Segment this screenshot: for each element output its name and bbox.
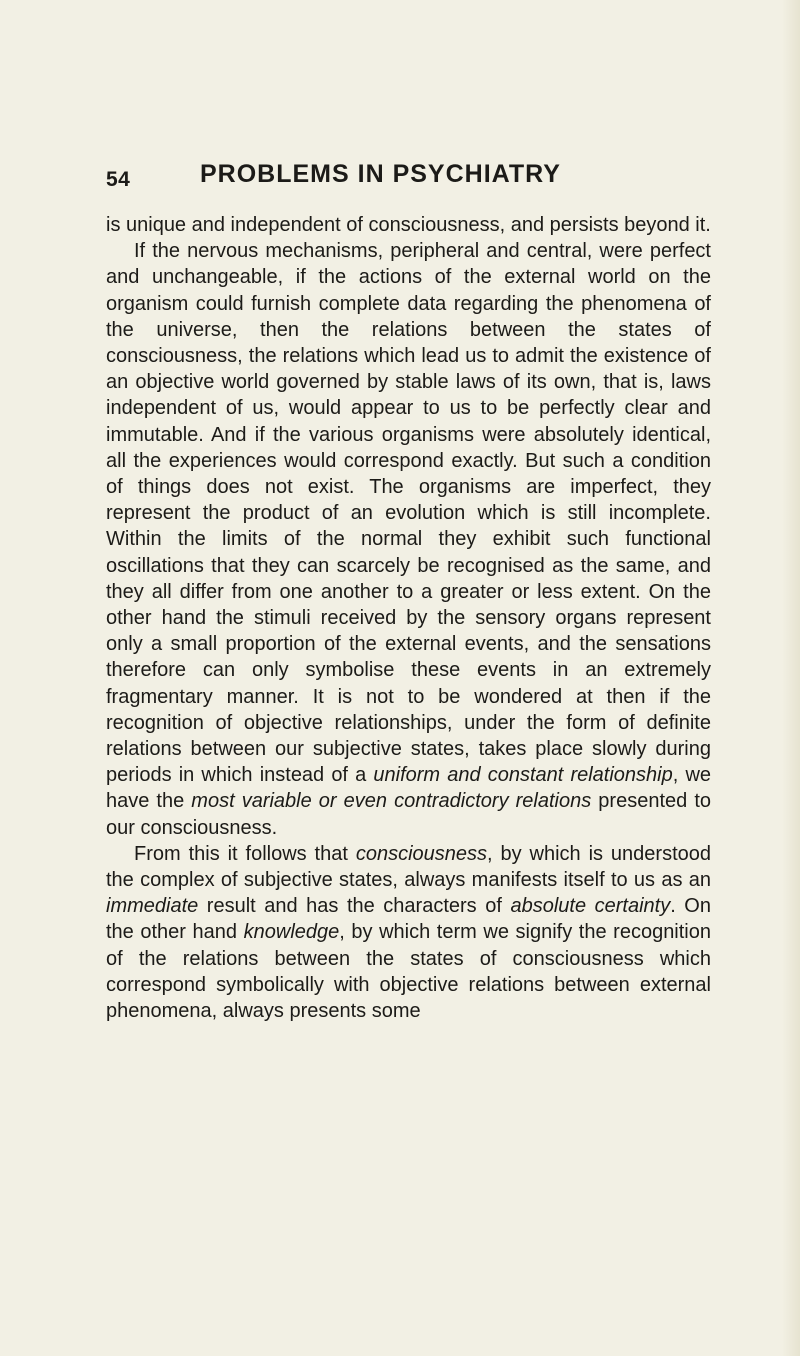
text-run: , we have the xyxy=(106,764,712,813)
italic-phrase: knowledge xyxy=(243,921,340,944)
italic-phrase: most variable or even contradictory relations xyxy=(191,790,592,813)
running-head xyxy=(106,160,706,196)
paragraph-3 xyxy=(106,841,711,1024)
text-run: If the nervous mechanisms, peripheral and central, were perfect and unchangeable, if the actions of the external world on the organism could furnish complete data regarding the phenomena of the universe, then the relations between the states of consciousness, the relations which lead us to admit the existence of an objective world governed by stable laws of its own, that is, laws independent of us, would appear to us to be perfectly clear and immutable. And if the various organisms were absolutely identical, all the experiences would correspond exactly. But such a condition of things does not exist. The organisms are imperfect, they represent the product of an evolution which is still incomplete. Within the limits of the normal they exhibit such functional oscillations that they can scarcely be recognised as the same, and they all differ from one another to a greater or less extent. On the other hand the stimuli received by the sensory organs represent only a small proportion of the external events, and the sensations therefore can only symbolise these events in an extremely fragmentary manner. It is not to be wondered at then if the recognition of objective relationships, under the form of definite relations between our subjective states, takes place slowly during periods in which instead of a xyxy=(106,240,711,787)
body-text xyxy=(106,212,711,1024)
italic-phrase: immediate xyxy=(106,895,199,918)
text-run: , by which term we signify the recognition of the relations between the states of consciousness which correspond symbolically with objective relations between external phenomena, always presents some xyxy=(106,921,712,1023)
paragraph-2 xyxy=(106,238,711,841)
text-run: result and has the characters of xyxy=(198,895,511,918)
text-run: presented to our consciousness. xyxy=(106,790,711,839)
text-run: , by which is understood the complex of subjective states, always manifests itself to us as an xyxy=(106,842,712,892)
italic-phrase: absolute certainty xyxy=(510,895,671,918)
page-title: PROBLEMS IN PSYCHIATRY xyxy=(200,160,561,188)
text-run: is unique and independent of consciousness, and persists beyond it. xyxy=(106,214,711,236)
italic-phrase: uniform and constant relationship xyxy=(373,764,673,787)
paragraph-1 xyxy=(106,212,711,238)
page-number: 54 xyxy=(106,168,131,191)
text-run: . On the other hand xyxy=(106,895,711,944)
text-run: From this it follows that xyxy=(134,842,356,865)
page-edge-shadow xyxy=(782,0,800,1356)
italic-phrase: consciousness xyxy=(355,842,488,865)
